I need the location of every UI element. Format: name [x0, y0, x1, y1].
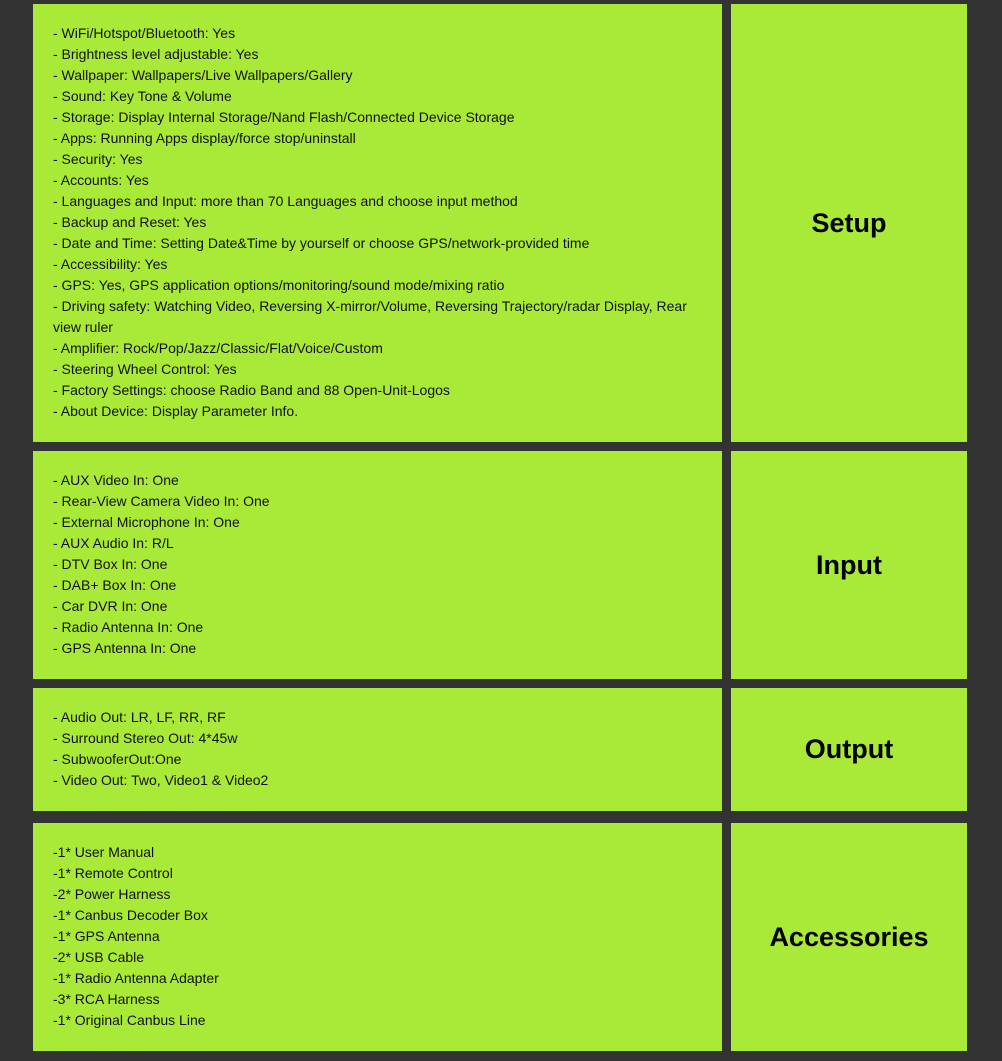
- output-line: - Video Out: Two, Video1 & Video2: [53, 772, 269, 788]
- output-line: - SubwooferOut:One: [53, 751, 182, 767]
- accessories-line: -1* Original Canbus Line: [53, 1012, 206, 1028]
- setup-line: - Accessibility: Yes: [53, 256, 168, 272]
- setup-line: - Apps: Running Apps display/force stop/uninstall: [53, 130, 356, 146]
- setup-line: - WiFi/Hotspot/Bluetooth: Yes: [53, 25, 236, 41]
- accessories-line: -1* Radio Antenna Adapter: [53, 970, 219, 986]
- setup-line: - Sound: Key Tone & Volume: [53, 88, 232, 104]
- output-details: [33, 688, 722, 811]
- input-heading: Input: [816, 549, 882, 580]
- setup-details: [33, 4, 722, 442]
- input-heading-cell: [731, 451, 967, 679]
- input-line: - Radio Antenna In: One: [53, 619, 204, 635]
- accessories-line: -2* USB Cable: [53, 949, 145, 965]
- setup-heading: Setup: [811, 207, 887, 238]
- accessories-line: -2* Power Harness: [53, 886, 171, 902]
- accessories-details: [33, 823, 722, 1051]
- input-line: - DTV Box In: One: [53, 556, 168, 572]
- output-heading-cell: [731, 688, 967, 811]
- input-line: - AUX Audio In: R/L: [53, 535, 174, 551]
- setup-line: - Amplifier: Rock/Pop/Jazz/Classic/Flat/Voice/Custom: [53, 340, 383, 356]
- input-details: [33, 451, 722, 679]
- setup-line: - Accounts: Yes: [53, 172, 149, 188]
- accessories-line: -1* Canbus Decoder Box: [53, 907, 208, 923]
- setup-line: - Wallpaper: Wallpapers/Live Wallpapers/Gallery: [53, 67, 353, 83]
- input-line: - Car DVR In: One: [53, 598, 168, 614]
- setup-line: - GPS: Yes, GPS application options/monitoring/sound mode/mixing ratio: [53, 277, 505, 293]
- input-line: - AUX Video In: One: [53, 472, 179, 488]
- setup-line: - Security: Yes: [53, 151, 143, 167]
- output-heading: Output: [804, 734, 894, 764]
- input-line: - External Microphone In: One: [53, 514, 240, 530]
- accessories-line: -1* GPS Antenna: [53, 928, 160, 944]
- accessories-line: -1* User Manual: [53, 844, 155, 860]
- setup-line: - Factory Settings: choose Radio Band and 88 Open-Unit-Logos: [53, 382, 450, 398]
- accessories-heading: Accessories: [769, 921, 929, 952]
- setup-line: - Backup and Reset: Yes: [53, 214, 207, 230]
- input-line: - GPS Antenna In: One: [53, 640, 197, 656]
- accessories-line: -1* Remote Control: [53, 865, 173, 881]
- input-line: - Rear-View Camera Video In: One: [53, 493, 270, 509]
- setup-line: - Driving safety: Watching Video, Reversing X-mirror/Volume, Reversing Trajectory/radar Display, Rear view ruler: [53, 298, 687, 335]
- setup-line: - About Device: Display Parameter Info.: [53, 403, 299, 419]
- output-line: - Surround Stereo Out: 4*45w: [53, 730, 238, 746]
- setup-line: - Languages and Input: more than 70 Languages and choose input method: [53, 193, 518, 209]
- input-line: - DAB+ Box In: One: [53, 577, 177, 593]
- setup-line: - Storage: Display Internal Storage/Nand Flash/Connected Device Storage: [53, 109, 515, 125]
- setup-heading-cell: [731, 4, 967, 442]
- output-line: - Audio Out: LR, LF, RR, RF: [53, 709, 226, 725]
- setup-line: - Brightness level adjustable: Yes: [53, 46, 259, 62]
- accessories-line: -3* RCA Harness: [53, 991, 160, 1007]
- setup-line: - Date and Time: Setting Date&Time by yourself or choose GPS/network-provided time: [53, 235, 590, 251]
- setup-line: - Steering Wheel Control: Yes: [53, 361, 237, 377]
- accessories-heading-cell: [731, 823, 967, 1051]
